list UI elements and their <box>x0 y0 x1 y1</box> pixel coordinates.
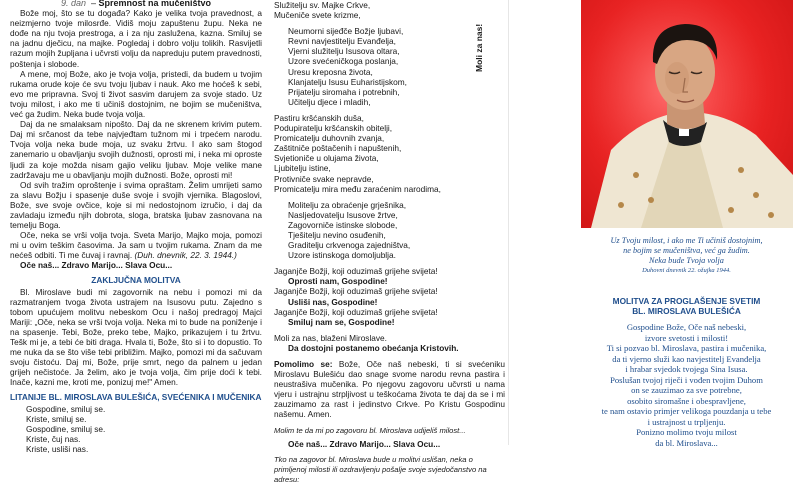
paragraph: Bože moj, što se tu događa? Kako je velika tvoja pravednost, a neizmjerno tvoje milosrđe. Vidiš moju zapuštenu župu. Neka ne dođe na nju tvoja prestroga, a i za nju zaslužena, kazna. Smiluj se na jadnu dječicu, na majke. Pogledaj i dobro volju tolikih. Rasvijetli razum mojih župljana i učvrsti volju da napreduju putem pravednosti, poštenja i slobode. <box>10 8 262 69</box>
list-item: Molitelju za obraćenje grješnika, <box>288 199 407 210</box>
day-title: Spremnost na mučeništvo <box>98 0 212 8</box>
list-item: Kriste, smiluj se. <box>26 413 87 424</box>
list-item: Kriste, čuj nas. <box>26 433 81 444</box>
day-heading: 9. dan – Spremnost na mučeništvo <box>60 0 212 8</box>
caption-line: Neka bude Tvoja volja <box>649 256 724 265</box>
prayer-line: osobito siromašne i obespravljene, <box>627 395 746 406</box>
list-item: Uzore svećeničkoga poslanja, <box>288 56 399 67</box>
oration <box>274 359 505 420</box>
prayer-line: Poslušan tvojoj riječi i vođen tvojim Duhom <box>610 374 763 385</box>
list-item: Pastiru kršćanskih duša, <box>274 112 364 123</box>
list-item: Zaštitniče poštačenih i napuštenih, <box>274 143 402 154</box>
list-item: Klanjatelju Isusu Euharistijskom, <box>288 76 407 87</box>
litany-group-3 <box>274 200 505 261</box>
fold-line <box>508 0 509 445</box>
prayer-title <box>573 296 800 316</box>
list-item: Kriste, usliši nas. <box>26 444 89 455</box>
list-item: Protivniče svake nepravde, <box>274 173 374 184</box>
paragraph: A mene, moj Bože, ako je tvoja volja, pristedi, da budem u tvojim rukama orude koje će svu tvoju ljubav i nauk. Ako me hoćeš k sebi, evo me pripravna. Svoj ti život sasvim darujem za svoje stado. Uz tvoju milost, i ako me ti učiniš dostojnim, ne bojim se mučeništva, već ga žudim. Neka bude tvoja volja. <box>10 68 262 120</box>
agnus-line: Jaganjče Božji, koji oduzimaš grijehe svijeta! <box>274 266 438 277</box>
agnus-response: Usliši nas, Gospodine! <box>288 296 378 307</box>
diary-source: (Duh. dnevnik, 22. 3. 1944.) <box>134 250 237 261</box>
canonization-prayer <box>573 322 800 448</box>
paragraph <box>10 230 262 260</box>
portrait-illustration <box>581 0 793 228</box>
list-item: Uresu kreposna života, <box>288 66 373 77</box>
list-item: Svjetioniče u olujama života, <box>274 153 379 164</box>
oration-text: Bože, Oče naš nebeski, ti si svećeniku Miroslavu Bulešiću dao snage svome narodu revna pastira i neustrašiva mučenika. Po njegovu zagovoru učvrsti u nama vjeru i ustrajnu strpljivost u teškoćama života te daj da se i mi zauzimamo za rast i jedinstvo Crkve. Po Kristu Gospodinu našemu. Amen. <box>274 359 506 420</box>
agnus-line: Jaganjče Božji, koji oduzimaš grijehe svijeta! <box>274 286 438 297</box>
list-item: Zagovorniče istinske slobode, <box>288 219 398 230</box>
list-item: Gospodine, smiluj se. <box>26 423 106 434</box>
prayer-title-line: MOLITVA ZA PROGLAŠENJE SVETIM <box>612 296 761 306</box>
paragraph: Od svih tražim oproštenje i svima opraštam. Želim umrijeti samo za slavu Božju i spasenje duše svoje i svojih vjernika. Blagoslovi, Bože, sve svoje ovčice, koje si mi nedostojnom izručio, i daj da zavladaju između njih dobrota, sloga, bratska ljubav zasnovana na temelju Boga. <box>10 179 262 231</box>
oration-lead: Pomolimo se: <box>274 359 333 369</box>
list-item: Učitelju djece i mladih, <box>288 96 371 107</box>
litany-group-2 <box>274 113 505 194</box>
section-title-litany: LITANIJE BL. MIROSLAVA BULEŠIĆA, SVEĆENIKA I MUČENIKA <box>10 391 262 402</box>
agnus-response: Oprosti nam, Gospodine! <box>288 276 388 287</box>
testimony-note: Tko na zagovor bl. Miroslava bude u molitvi uslišan, neka o primljenoj milosti ili ozdravljenju pošalje svoje svjedočanstvo na adresu: <box>274 454 487 484</box>
list-item: Promicatelju duhovnih zvanja, <box>274 133 385 144</box>
list-item: Podupiratelju kršćanskih obitelji, <box>274 123 393 134</box>
list-item: Nasljedovatelju Isusove žrtve, <box>288 209 398 220</box>
versicle: Moli za nas, blaženi Miroslave. <box>274 332 387 343</box>
prayer-line: Gospodine Bože, Oče naš nebeski, <box>626 322 747 332</box>
prayer-line: on se zauzimao za sve potrebne, <box>631 385 742 395</box>
agnus-line: Jaganjče Božji, koji oduzimaš grijehe svijeta! <box>274 306 438 317</box>
prayer-line: Ti si pozvao bl. Miroslava, pastira i mučenika, <box>606 343 767 353</box>
photo-caption <box>573 236 800 276</box>
left-column <box>0 0 265 455</box>
paragraph: Daj da ne smalaksam nipošto. Daj da ne skrenem krivim putem. Daj mi srčanost da tebe najvjeđtam tužnom mi i trpećem narodu. Tvoja volja neka bude moja, uz svaku žrtvu. I ako sam štogod zanemario u obavljanju svojih dužnosti, oprosti mi, i neka mi oproste ljudi za koje možda nisam gajio veliku ljubav. Moje velike mane zadržavaju me u obavljanju mojih dužnosti. Bože, oprosti mi! <box>10 119 262 180</box>
intention-line: Molim te da mi po zagovoru bl. Miroslava udijeliš milost... <box>274 425 466 435</box>
list-item: Revni navjestitelju Evanđelja, <box>288 36 396 47</box>
list-item: Uzore istinskoga domoljublja. <box>288 250 396 261</box>
closing-prayers: Oče naš... Zdravo Marijo... Slava Ocu... <box>20 260 173 271</box>
caption-line: ne bojim se mučeništva, već ga žudim. <box>623 246 750 255</box>
caption-line: Uz Tvoju milost, i ako me Ti učiniš dostojnim, <box>610 236 763 245</box>
list-item: Ljubitelju istine, <box>274 163 331 174</box>
prayer-line: Ponizno molimo tvoju milost <box>636 427 737 437</box>
prayer-line: da bl. Miroslava... <box>655 437 718 448</box>
right-column <box>573 0 800 448</box>
response: Da dostojni postanemo obećanja Kristovih. <box>288 342 459 353</box>
list-item: Graditelju crkvenoga zajedništva, <box>288 240 411 251</box>
prayer-title-line: BL. MIROSLAVA BULEŠIĆA <box>632 306 741 316</box>
list-item: Gospodine, smiluj se. <box>26 403 106 414</box>
list-item: Neumorni sijeđče Božje ljubavi, <box>288 26 404 37</box>
agnus-dei <box>274 266 505 327</box>
prayer-line: da ti vjerno služi kao navjestitelj Evanđelja <box>612 353 761 364</box>
list-item: Prijatelju siromaha i potrebnih, <box>288 86 400 97</box>
litany-group-1 <box>274 23 505 107</box>
list-item: Promicatelju mira među zaraćenim narodima, <box>274 183 441 194</box>
list-item: Služitelju sv. Majke Crkve, <box>274 0 371 10</box>
day-number: 9. dan <box>60 0 86 8</box>
litany-list <box>10 404 262 454</box>
portrait-photo <box>581 0 793 228</box>
prayer-line: i hrabar svjedok tvojega Sina Isusa. <box>625 364 748 374</box>
agnus-response: Smiluj nam se, Gospodine! <box>288 316 395 327</box>
list-item: Mučeniče svete krizme, <box>274 10 361 21</box>
litany-top <box>274 0 505 20</box>
closing-prayer-text: Bl. Miroslave budi mi zagovornik na nebu i pomozi mi da razmatranjem tvoga života ustrajem na Isusovu putu. Zajedno s tobom upućujem molitvu nebeskom Ocu i našoj predragoj Majci Mariji: „Oče, neka se vrši tvoja volja. Neka mi to bude na poniženje i na spasenje. Tebi, Bože, preko tebe, Majko, prikazujem i tu žrtvu. Tešk mi je, a tebi će biti draga. Hvala ti, Bože, što si i to dopustio. To me nuka da se što više tebi približim. Majko, pomozi mi da sačuvam svoju čistoću. Daj mi, Bože, prije smrt, nego da palnem u jedan grijeh nečistoće. Ja želim, ako je tvoja volja, čim prije doći k tebi. Inače, kazni me, kroti me, ponizuj me!" Amen. <box>10 286 262 388</box>
vertical-label: Moli za nas! <box>474 23 484 72</box>
prayer-line: te nam ostavio primjer velikoga pouzdanja u tebe <box>601 406 772 416</box>
list-item: Tješitelju nevino osuđenih, <box>288 229 386 240</box>
list-item: Vjerni služitelju Isusova oltara, <box>288 46 400 57</box>
middle-column <box>272 0 507 484</box>
closing-prayers: Oče naš... Zdravo Marijo... Slava Ocu... <box>288 438 441 449</box>
paragraph-text: Oče, neka se vrši volja tvoja. Sveta Marijo, Majko moja, pomozi mi u ovim teškim časovima. Ja sam u tvojim rukama. Znam da me nećeš odbiti. Ti me čuvaj i ravnaj. <box>10 230 262 261</box>
prayer-line: izvore svetosti i milosti! <box>644 332 729 343</box>
section-title-closing-prayer: ZAKLJUČNA MOLITVA <box>91 274 181 285</box>
prayer-line: i ustrajnost u trpljenju. <box>647 416 726 427</box>
caption-source: Duhovni dnevnik 22. ožujka 1944. <box>642 267 731 274</box>
